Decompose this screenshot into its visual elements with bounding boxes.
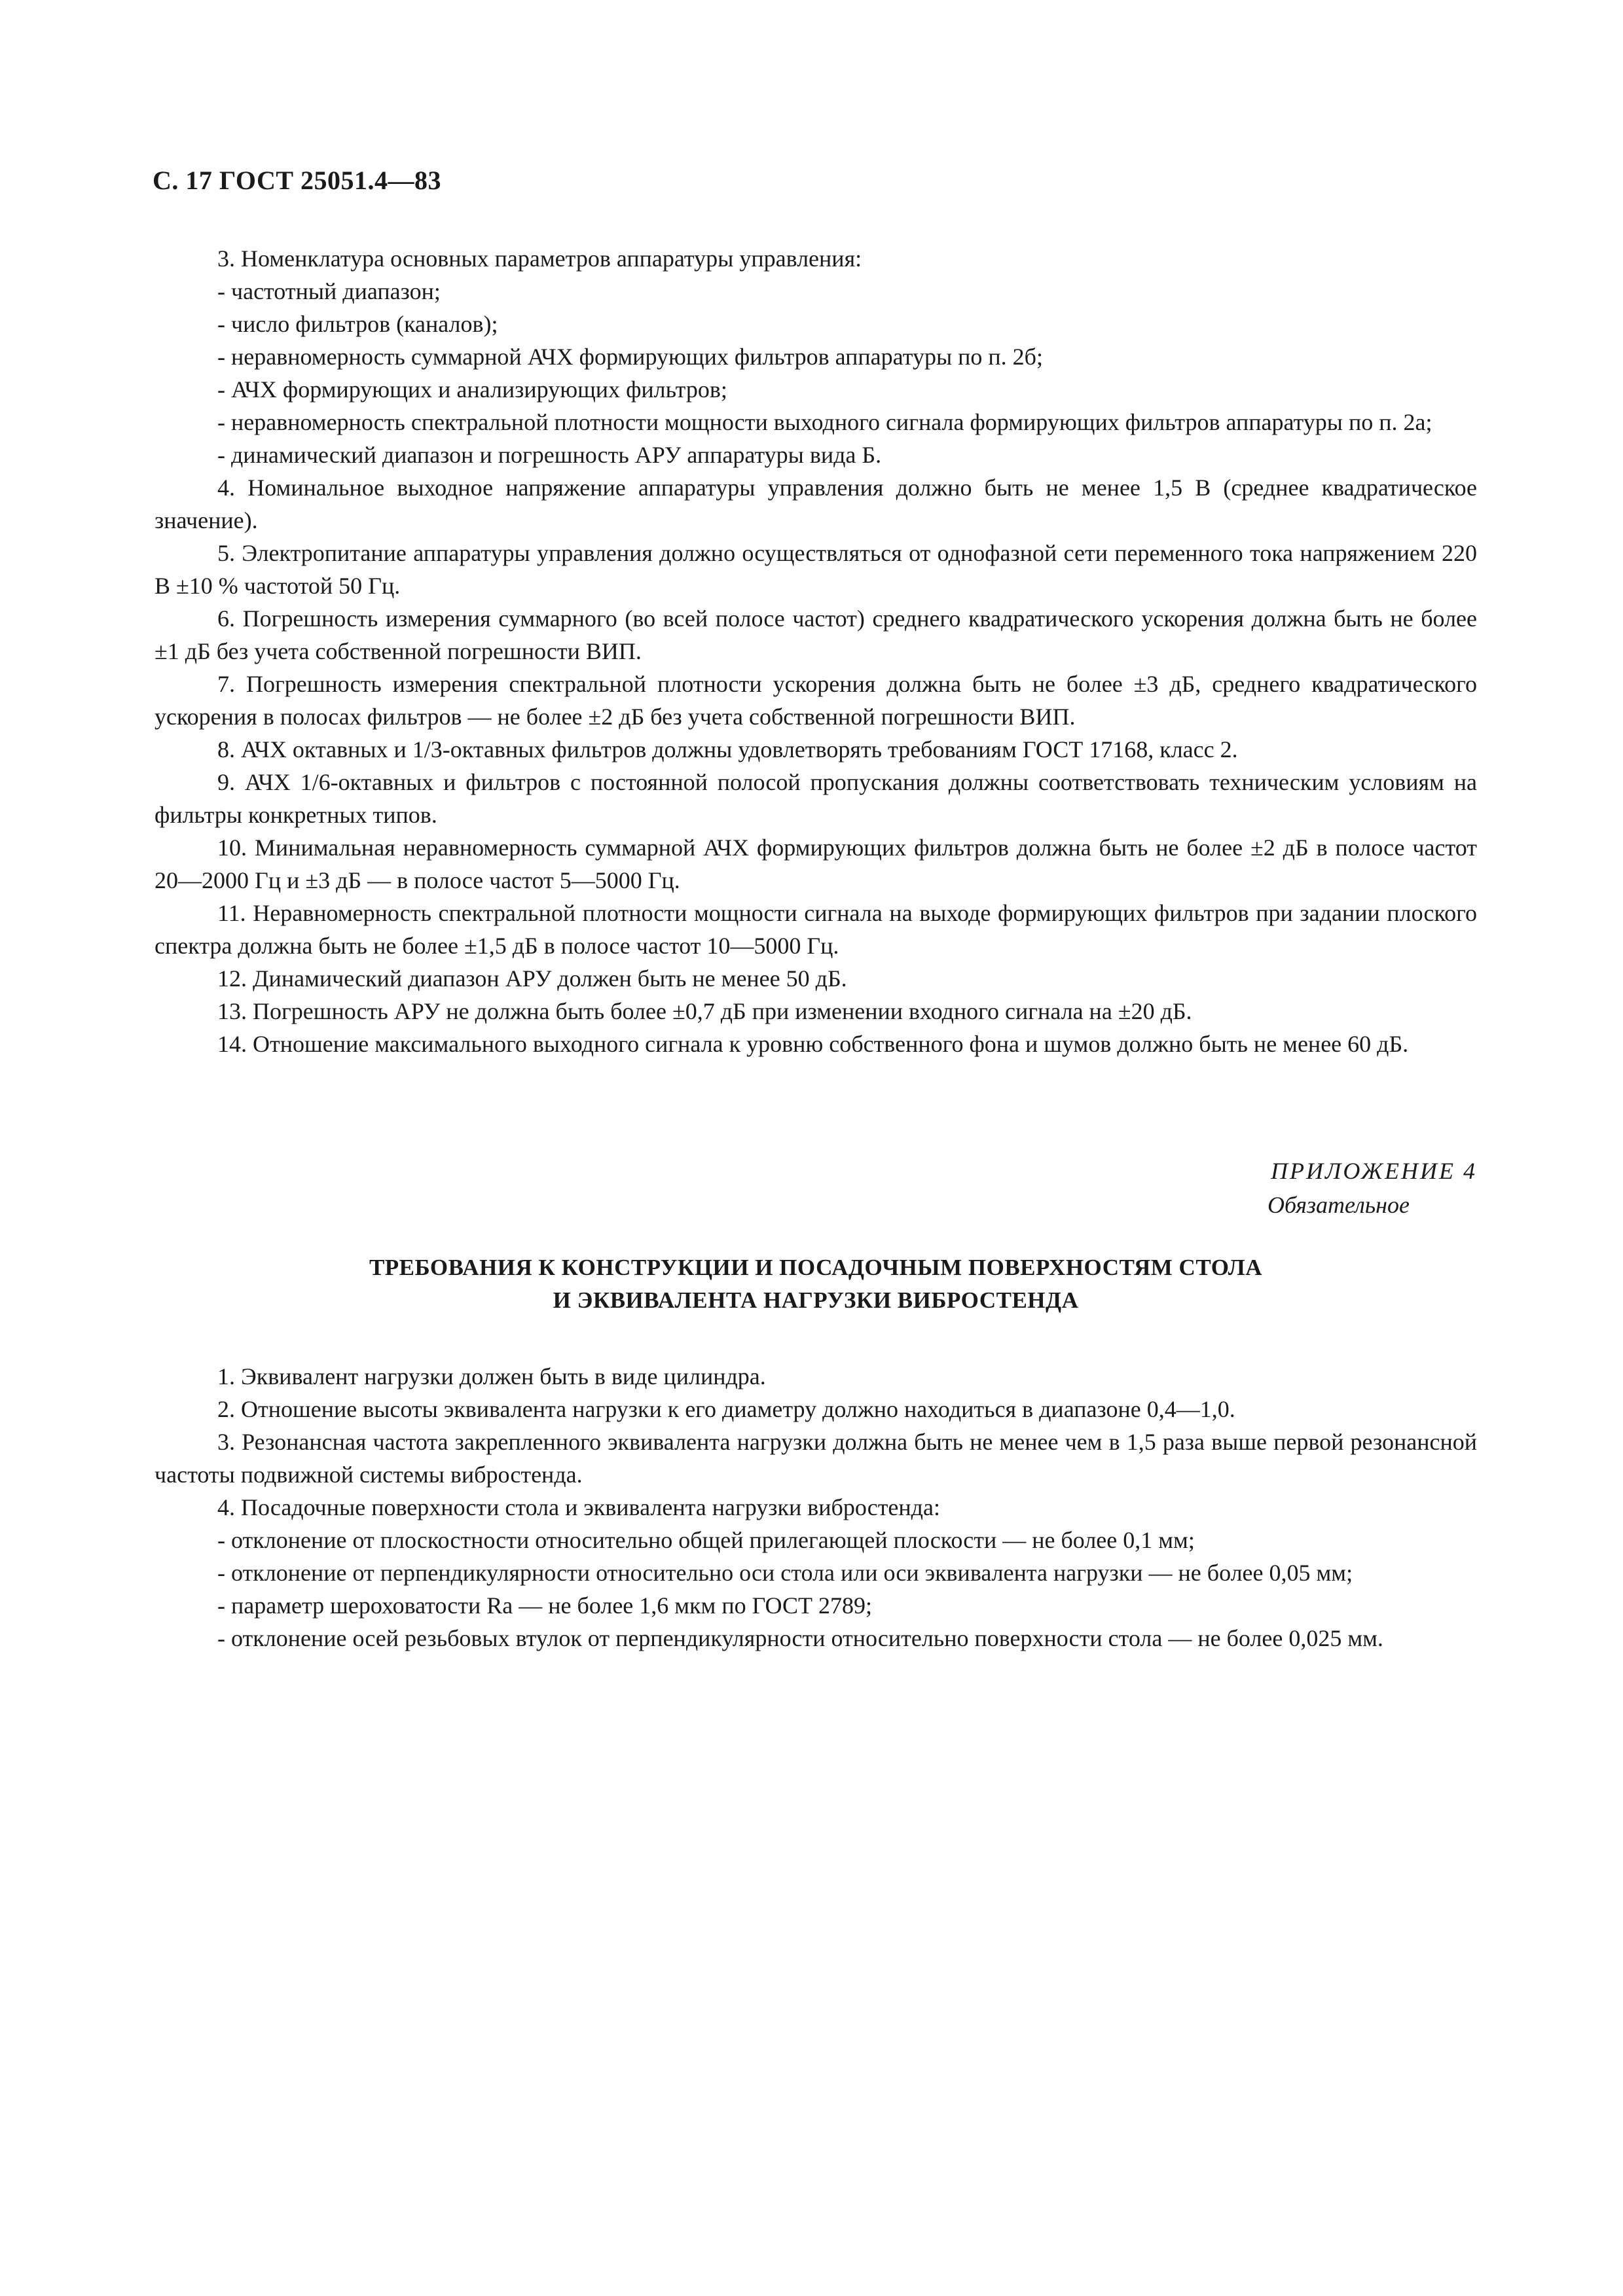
list-item: - число фильтров (каналов); bbox=[217, 311, 498, 337]
section-2 bbox=[155, 1360, 1477, 1655]
appendix-title bbox=[155, 1251, 1477, 1317]
paragraph: 12. Динамический диапазон АРУ должен быть не менее 50 дБ. bbox=[217, 965, 847, 992]
page-header: С. 17 ГОСТ 25051.4—83 bbox=[153, 166, 442, 195]
appendix-title-line-2: И ЭКВИВАЛЕНТА НАГРУЗКИ ВИБРОСТЕНДА bbox=[553, 1287, 1079, 1313]
paragraph: 14. Отношение максимального выходного сигнала к уровню собственного фона и шумов должно быть не менее 60 дБ. bbox=[217, 1031, 1409, 1057]
paragraph: 3. Резонансная частота закрепленного эквивалента нагрузки должна быть не менее чем в 1,5 раза выше первой резонансной частоты подвижной системы вибростенда. bbox=[155, 1429, 1477, 1488]
paragraph: 4. Посадочные поверхности стола и эквивалента нагрузки вибростенда: bbox=[217, 1494, 940, 1520]
paragraph: 10. Минимальная неравномерность суммарной АЧХ формирующих фильтров должна быть не более ±2 дБ в полосе частот 20—2000 Гц и ±3 дБ — в полосе частот 5—5000 Гц. bbox=[155, 834, 1477, 893]
appendix-type: Обязательное bbox=[1267, 1192, 1410, 1218]
list-item: - АЧХ формирующих и анализирующих фильтров; bbox=[217, 376, 727, 403]
paragraph: 13. Погрешность АРУ не должна быть более ±0,7 дБ при изменении входного сигнала на ±20 дБ. bbox=[217, 998, 1192, 1024]
paragraph: 6. Погрешность измерения суммарного (во всей полосе частот) среднего квадратического ускорения должна быть не более ±1 дБ без учета собственной погрешности ВИП. bbox=[155, 605, 1477, 664]
paragraph: 1. Эквивалент нагрузки должен быть в виде цилиндра. bbox=[217, 1363, 766, 1390]
paragraph: 11. Неравномерность спектральной плотности мощности сигнала на выходе формирующих фильтров при задании плоского спектра должна быть не более ±1,5 дБ в полосе частот 10—5000 Гц. bbox=[155, 900, 1477, 959]
paragraph: 2. Отношение высоты эквивалента нагрузки к его диаметру должно находиться в диапазоне 0,4—1,0. bbox=[217, 1396, 1235, 1422]
list-item: - параметр шероховатости Ra — не более 1,6 мкм по ГОСТ 2789; bbox=[217, 1592, 872, 1619]
appendix-label bbox=[155, 0, 1477, 1244]
paragraph: 5. Электропитание аппаратуры управления должно осуществляться от однофазной сети переменного тока напряжением 220 В ±10 % частотой 50 Гц. bbox=[155, 540, 1477, 599]
list-item: - отклонение осей резьбовых втулок от перпендикулярности относительно поверхности стола — не более 0,025 мм. bbox=[217, 1625, 1383, 1651]
list-item: - неравномерность спектральной плотности мощности выходного сигнала формирующих фильтров аппаратуры по п. 2а; bbox=[217, 409, 1432, 435]
list-item: - отклонение от плоскостности относительно общей прилегающей плоскости — не более 0,1 мм; bbox=[217, 1527, 1195, 1553]
appendix-title-line-1: ТРЕБОВАНИЯ К КОНСТРУКЦИИ И ПОСАДОЧНЫМ ПОВЕРХНОСТЯМ СТОЛА bbox=[369, 1255, 1263, 1280]
list-item: - динамический диапазон и погрешность АРУ аппаратуры вида Б. bbox=[217, 442, 882, 468]
paragraph: 9. АЧХ 1/6-октавных и фильтров с постоянной полосой пропускания должны соответствовать техническим условиям на фильтры конкретных типов. bbox=[155, 769, 1477, 828]
appendix-number: ПРИЛОЖЕНИЕ 4 bbox=[1271, 1158, 1477, 1184]
list-item: - неравномерность суммарной АЧХ формирующих фильтров аппаратуры по п. 2б; bbox=[217, 344, 1043, 370]
list-item: - отклонение от перпендикулярности относительно оси стола или оси эквивалента нагрузки — не более 0,05 мм; bbox=[217, 1560, 1353, 1586]
paragraph: 7. Погрешность измерения спектральной плотности ускорения должна быть не более ±3 дБ, среднего квадратического ускорения в полосах фильтров — не более ±2 дБ без учета собственной погрешности ВИП. bbox=[155, 671, 1477, 730]
paragraph: 8. АЧХ октавных и 1/3-октавных фильтров должны удовлетворять требованиям ГОСТ 17168, класс 2. bbox=[217, 736, 1238, 762]
paragraph: 3. Номенклатура основных параметров аппаратуры управления: bbox=[217, 245, 862, 272]
paragraph: 4. Номинальное выходное напряжение аппаратуры управления должно быть не менее 1,5 В (среднее квадратическое значение). bbox=[155, 475, 1477, 533]
list-item: - частотный диапазон; bbox=[217, 278, 441, 304]
